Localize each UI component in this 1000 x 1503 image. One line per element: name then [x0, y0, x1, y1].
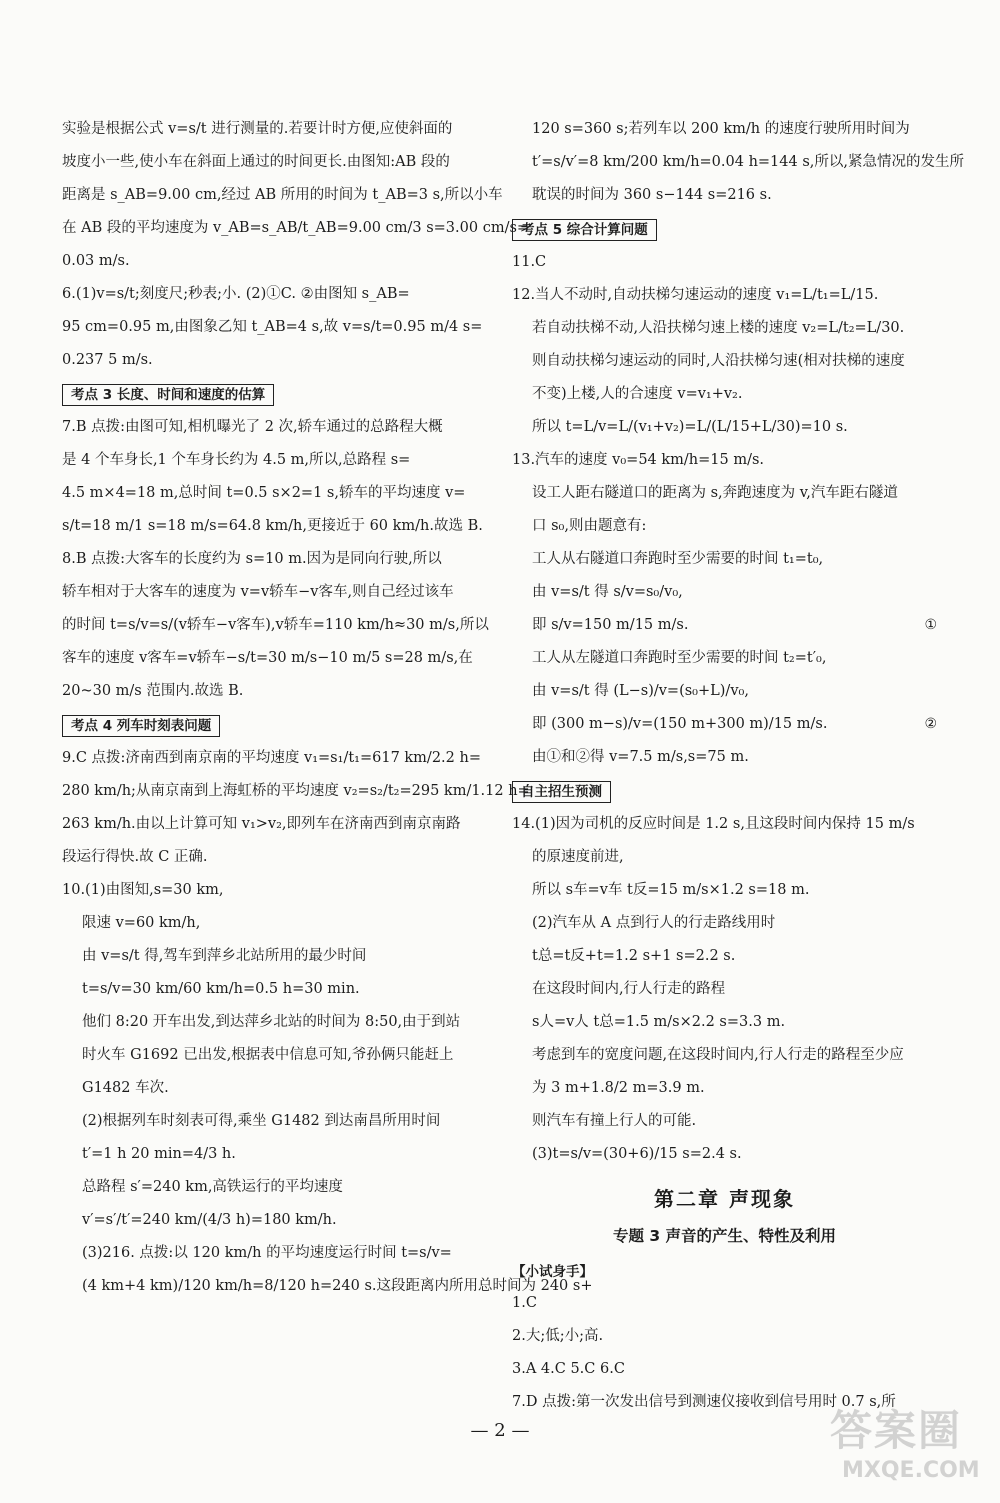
- text-line: 20~30 m/s 范围内.故选 B.: [62, 683, 244, 699]
- text-line: 耽误的时间为 360 s−144 s=216 s.: [532, 187, 772, 203]
- text-line: 限速 v=60 km/h,: [82, 915, 201, 931]
- text-line: 他们 8:20 开车出发,到达萍乡北站的时间为 8:50,由于到站: [82, 1014, 461, 1030]
- text-line: t=s/v=30 km/60 km/h=0.5 h=30 min.: [82, 981, 360, 997]
- text-line: 120 s=360 s;若列车以 200 km/h 的速度行驶所用时间为: [532, 121, 910, 137]
- text-line: t′=1 h 20 min=4/3 h.: [82, 1146, 236, 1162]
- text-line: 距离是 s_AB=9.00 cm,经过 AB 所用的时间为 t_AB=3 s,所以小车: [62, 187, 503, 203]
- text-line: 则汽车有撞上行人的可能.: [532, 1113, 697, 1129]
- text-line: 客车的速度 v客车=v轿车−s/t=30 m/s−10 m/5 s=28 m/s,在: [62, 650, 473, 666]
- text-line: 2.大;低;小;高.: [512, 1328, 604, 1344]
- text-line: 的原速度前进,: [532, 849, 624, 865]
- text-line: s人=v人 t总=1.5 m/s×2.2 s=3.3 m.: [532, 1014, 786, 1030]
- page-number: — 2 —: [470, 1420, 530, 1441]
- circled-number: ①: [924, 617, 937, 633]
- circled-number: ②: [924, 716, 937, 732]
- text-line: 9.C 点拨:济南西到南京南的平均速度 v₁=s₁/t₁=617 km/2.2 h=: [62, 750, 481, 766]
- text-line: G1482 车次.: [82, 1080, 169, 1096]
- text-line: 由 v=s/t 得,驾车到萍乡北站所用的最少时间: [82, 948, 367, 964]
- text-line: 工人从右隧道口奔跑时至少需要的时间 t₁=t₀,: [532, 551, 824, 567]
- text-line: 的时间 t=s/v=s/(v轿车−v客车),v轿车=110 km/h≈30 m/s,所以: [62, 617, 489, 633]
- text-line: 若自动扶梯不动,人沿扶梯匀速上楼的速度 v₂=L/t₂=L/30.: [532, 320, 905, 336]
- text-line: 由 v=s/t 得 (L−s)/v=(s₀+L)/v₀,: [532, 683, 749, 699]
- text-line: 所以 t=L/v=L/(v₁+v₂)=L/(L/15+L/30)=10 s.: [532, 419, 848, 435]
- text-line: 7.B 点拨:由图可知,相机曝光了 2 次,轿车通过的总路程大概: [62, 419, 443, 435]
- text-line: 由①和②得 v=7.5 m/s,s=75 m.: [532, 749, 749, 765]
- text-line: 7.D 点拨:第一次发出信号到测速仪接收到信号用时 0.7 s,所: [512, 1394, 896, 1410]
- section-label-zz: 自主招生预测: [512, 781, 611, 803]
- section-label-kd4: 考点 4 列车时刻表问题: [62, 715, 220, 737]
- text-line: 工人从左隧道口奔跑时至少需要的时间 t₂=t′₀,: [532, 650, 827, 666]
- text-line: 10.(1)由图知,s=30 km,: [62, 882, 224, 898]
- text-line: 在 AB 段的平均速度为 v_AB=s_AB/t_AB=9.00 cm/3 s=3.00 cm/s=: [62, 220, 530, 236]
- text-line: 实验是根据公式 v=s/t 进行测量的.若要计时方便,应使斜面的: [62, 121, 453, 137]
- text-line: 段运行得快.故 C 正确.: [62, 849, 208, 865]
- text-line: 13.汽车的速度 v₀=54 km/h=15 m/s.: [512, 452, 765, 468]
- text-line: (4 km+4 km)/120 km/h=8/120 h=240 s.这段距离内所用总时间为 240 s+: [82, 1278, 593, 1294]
- chapter-title: 第二章 声现象: [654, 1187, 795, 1211]
- text-line: 6.(1)v=s/t;刻度尺;秒表;小. (2)①C. ②由图知 s_AB=: [62, 286, 410, 302]
- text-line: 轿车相对于大客车的速度为 v=v轿车−v客车,则自己经过该车: [62, 584, 454, 600]
- text-line: 14.(1)因为司机的反应时间是 1.2 s,且这段时间内保持 15 m/s: [512, 816, 915, 832]
- text-line: t′=s/v′=8 km/200 km/h=0.04 h=144 s,所以,紧急情况的发生所: [532, 154, 965, 170]
- section-label-kd3: 考点 3 长度、时间和速度的估算: [62, 384, 274, 406]
- text-line: (2)根据列车时刻表可得,乘坐 G1482 到达南昌所用时间: [82, 1113, 441, 1129]
- text-line: 11.C: [512, 254, 547, 270]
- watermark-url: MXQE.COM: [842, 1458, 980, 1483]
- text-line: 0.03 m/s.: [62, 253, 130, 269]
- text-line: 设工人距右隧道口的距离为 s,奔跑速度为 v,汽车距右隧道: [532, 485, 898, 501]
- text-line: 所以 s车=v车 t反=15 m/s×1.2 s=18 m.: [532, 882, 810, 898]
- text-line: 12.当人不动时,自动扶梯匀速运动的速度 v₁=L/t₁=L/15.: [512, 287, 879, 303]
- text-line: 4.5 m×4=18 m,总时间 t=0.5 s×2=1 s,轿车的平均速度 v=: [62, 485, 466, 501]
- text-line: v′=s′/t′=240 km/(4/3 h)=180 km/h.: [82, 1212, 337, 1228]
- text-line: 263 km/h.由以上计算可知 v₁>v₂,即列车在济南西到南京南路: [62, 816, 461, 832]
- text-line: 由 v=s/t 得 s/v=s₀/v₀,: [532, 584, 683, 600]
- text-line: 95 cm=0.95 m,由图象乙知 t_AB=4 s,故 v=s/t=0.95 m/4 s=: [62, 319, 483, 335]
- text-line: 不变)上楼,人的合速度 v=v₁+v₂.: [532, 386, 743, 402]
- text-line: 是 4 个车身长,1 个车身长约为 4.5 m,所以,总路程 s=: [62, 452, 411, 468]
- equation-line-2: [512, 713, 937, 735]
- topic-title: 专题 3 声音的产生、特性及利用: [612, 1227, 837, 1245]
- text-line: 时火车 G1692 已出发,根据表中信息可知,爷孙俩只能赶上: [82, 1047, 454, 1063]
- text-line: 3.A 4.C 5.C 6.C: [512, 1361, 625, 1377]
- text-line: 即 (300 m−s)/v=(150 m+300 m)/15 m/s.: [532, 716, 828, 732]
- text-line: 0.237 5 m/s.: [62, 352, 153, 368]
- text-line: 口 s₀,则由题意有:: [532, 518, 647, 534]
- section-label-kd5: 考点 5 综合计算问题: [512, 219, 657, 241]
- text-line: (3)t=s/v=(30+6)/15 s=2.4 s.: [532, 1146, 742, 1162]
- text-line: 考虑到车的宽度问题,在这段时间内,行人行走的路程至少应: [532, 1047, 904, 1063]
- text-line: 即 s/v=150 m/15 m/s.: [532, 617, 689, 633]
- watermark-text: 答案圈: [830, 1406, 963, 1455]
- subsection-label: 【小试身手】: [512, 1264, 593, 1280]
- equation-line-1: [512, 614, 937, 636]
- text-line: 1.C: [512, 1295, 537, 1311]
- text-line: t总=t反+t=1.2 s+1 s=2.2 s.: [532, 948, 736, 964]
- text-line: 在这段时间内,行人行走的路程: [532, 981, 726, 997]
- text-line: s/t=18 m/1 s=18 m/s=64.8 km/h,更接近于 60 km/h.故选 B.: [62, 518, 483, 534]
- text-line: 280 km/h;从南京南到上海虹桥的平均速度 v₂=s₂/t₂=295 km/1.12 h=: [62, 783, 530, 799]
- text-line: (3)216. 点拨:以 120 km/h 的平均速度运行时间 t=s/v=: [82, 1245, 452, 1261]
- watermark-logo: [830, 1405, 990, 1497]
- right-column: [512, 118, 965, 1424]
- text-line: 8.B 点拨:大客车的长度约为 s=10 m.因为是同向行驶,所以: [62, 551, 442, 567]
- text-line: 为 3 m+1.8/2 m=3.9 m.: [532, 1080, 705, 1096]
- text-line: 则自动扶梯匀速运动的同时,人沿扶梯匀速(相对扶梯的速度: [532, 353, 905, 369]
- text-line: (2)汽车从 A 点到行人的行走路线用时: [532, 915, 776, 931]
- text-line: 坡度小一些,使小车在斜面上通过的时间更长.由图知:AB 段的: [62, 154, 450, 170]
- text-line: 总路程 s′=240 km,高铁运行的平均速度: [82, 1179, 343, 1195]
